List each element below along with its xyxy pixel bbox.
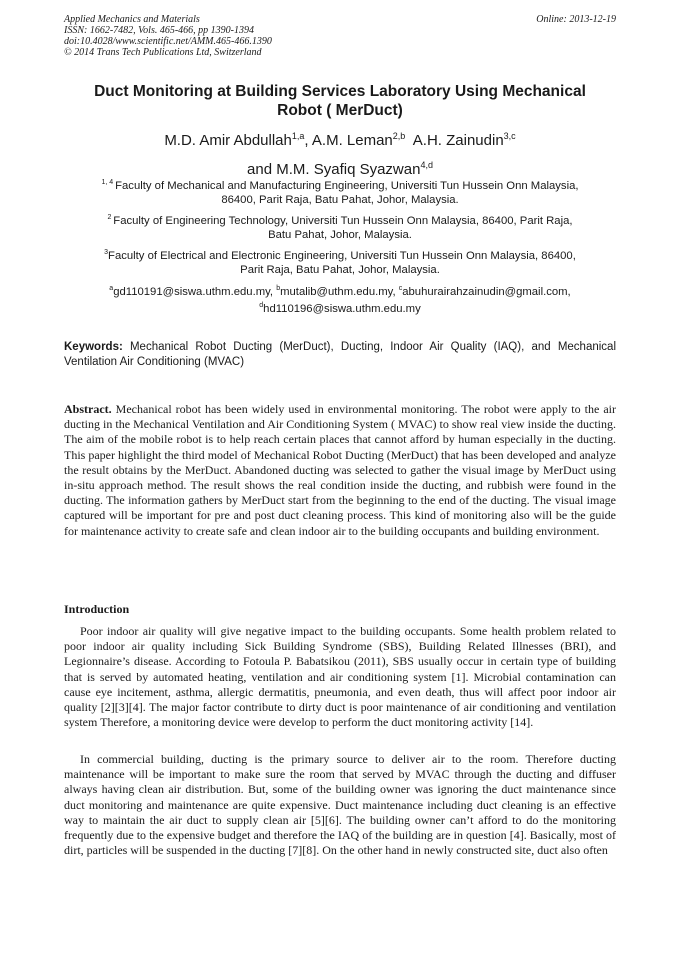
affiliation-1-sup: 1, 4	[101, 179, 116, 186]
email-a-sup: a	[109, 285, 114, 292]
affiliation-1-line-2: 86400, Parit Raja, Batu Pahat, Johor, Malaysia.	[221, 194, 459, 207]
author-2-sup: 2,b	[392, 131, 406, 141]
abstract-text: Mechanical robot has been widely used in environmental monitoring. The robot were apply to the air ducting in the Mechanical Ventilation and Air Conditioning System ( MVAC) to show real view inside the ducting. The aim of the mobile robot is to help reach certain places that cannot afford by human especially in the ducting. This paper highlight the third model of Mechanical Robot Ducting (MerDuct) that has been developed and analyze the result obtains by the MerDuct. Abandoned ducting was selected to gather the visual image by MerDuct using in-situ approach method. The result shows the real condition inside the ducting, and rubbish were found in the ducting. The information gathers by MerDuct start from the beginning to the end of the ducting. The visual image captured will be important for pre and post duct cleaning process. This kind of monitoring also will be the guide for maintenance activity to create safe and clean indoor air to the building occupants and building environment.	[64, 402, 616, 538]
journal-copyright: © 2014 Trans Tech Publications Ltd, Switzerland	[64, 47, 262, 58]
email-c-sup: c	[398, 285, 403, 292]
introduction-heading: Introduction	[64, 602, 130, 616]
affiliation-2-text: Faculty of Engineering Technology, Universiti Tun Hussein Onn Malaysia, 86400, Parit Raja,	[113, 214, 573, 227]
affiliation-2-line-1	[64, 211, 616, 228]
email-d-sup: d	[259, 302, 264, 310]
journal-issn: ISSN: 1662-7482, Vols. 465-466, pp 1390-1394	[64, 25, 254, 36]
affiliation-3-line-2: Parit Raja, Batu Pahat, Johor, Malaysia.	[240, 264, 440, 277]
keywords-text: Mechanical Robot Ducting (MerDuct), Ducting, Indoor Air Quality (IAQ), and Mechanical Ventilation Air Conditioning (MVAC)	[64, 341, 616, 368]
affiliation-2-line-2: Batu Pahat, Johor, Malaysia.	[268, 229, 412, 242]
introduction-paragraph-2: In commercial building, ducting is the primary source to deliver air to the room. Therefore ducting maintenance will be important to make sure the room that served by MVAC through the ducting and diffuser always having clean air distribution. But, some of the building owner was ignoring the duct maintenance since duct monitoring and maintenance are quite expensive. Duct maintenance including duct cleaning is an effective way to maintain the air duct to supply clean air [5][6]. The building owner can’t afford to do the monitoring frequently due to the expensive budget and therefore the IAQ of the building are in question [4]. Basically, most of dirt, particles will be suspended in the ducting [7][8]. On the other hand in newly constructed site, duct also often	[64, 752, 616, 858]
emails-line-2	[64, 299, 616, 316]
affiliation-1	[64, 176, 616, 208]
affiliation-3-text: Faculty of Electrical and Electronic Engineering, Universiti Tun Hussein Onn Malaysia, 86400,	[108, 249, 576, 262]
affiliation-2	[64, 211, 616, 243]
author-1-sup: 1,a	[291, 131, 305, 141]
email-a: gd110191@siswa.uthm.edu.my,	[113, 285, 277, 298]
online-date: Online: 2013-12-19	[536, 14, 616, 25]
abstract-paragraph	[64, 402, 616, 539]
author-3: A.H. Zainudin	[405, 132, 504, 149]
author-1: M.D. Amir Abdullah	[164, 132, 292, 149]
author-3-sup: 3,c	[503, 131, 516, 141]
affiliation-1-line-1	[64, 176, 616, 193]
email-c: abuhurairahzainudin@gmail.com,	[402, 285, 571, 298]
email-b: mutalib@uthm.edu.my,	[280, 285, 399, 298]
affiliation-2-sup: 2	[107, 214, 114, 221]
author-2: , A.M. Leman	[304, 132, 393, 149]
author-line-1	[64, 124, 616, 153]
email-d: hd110196@siswa.uthm.edu.my	[263, 303, 421, 316]
journal-doi: doi:10.4028/www.scientific.net/AMM.465-466.1390	[64, 36, 272, 47]
keywords-label: Keywords:	[64, 341, 123, 353]
title-line-1: Duct Monitoring at Building Services Laboratory Using Mechanical	[94, 83, 586, 100]
affiliation-3-line-1	[64, 246, 616, 263]
introduction-paragraph-1: Poor indoor air quality will give negative impact to the building occupants. Some health problem related to poor indoor air quality including Sick Building Syndrome (SBS), Building Related Illnesses (BRI), and Legionnaire’s disease. According to Fotoula P. Babatsikou (2011), SBS usually occur in certain type of building that is served by automated heating, ventilation and air conditioning system [1]. Microbial contamination can cause eye incitement, asthma, allergic dermatitis, pneumonia, and even death, thus will affect poor indoor air quality [2][3][4]. The major factor contribute to dirty duct is poor maintenance of air conditioning and ventilation system Therefore, a monitoring device were develop to perform the duct monitoring activity [14].	[64, 624, 616, 730]
affiliation-1-text: Faculty of Mechanical and Manufacturing Engineering, Universiti Tun Hussein Onn Malaysia,	[115, 179, 579, 192]
title-line-2: Robot ( MerDuct)	[277, 102, 403, 119]
author-list	[64, 124, 616, 182]
author-4: and M.M. Syafiq Syazwan	[247, 161, 421, 178]
author-emails	[64, 282, 616, 317]
paper-title	[64, 82, 616, 120]
affiliation-3	[64, 246, 616, 278]
emails-line-1	[64, 282, 616, 299]
journal-header	[64, 14, 616, 58]
journal-name: Applied Mechanics and Materials	[64, 14, 200, 25]
abstract-label: Abstract.	[64, 402, 112, 416]
email-b-sup: b	[276, 285, 281, 292]
keywords-paragraph	[64, 340, 616, 370]
affiliation-3-sup: 3	[104, 249, 109, 256]
author-4-sup: 4,d	[420, 160, 433, 170]
